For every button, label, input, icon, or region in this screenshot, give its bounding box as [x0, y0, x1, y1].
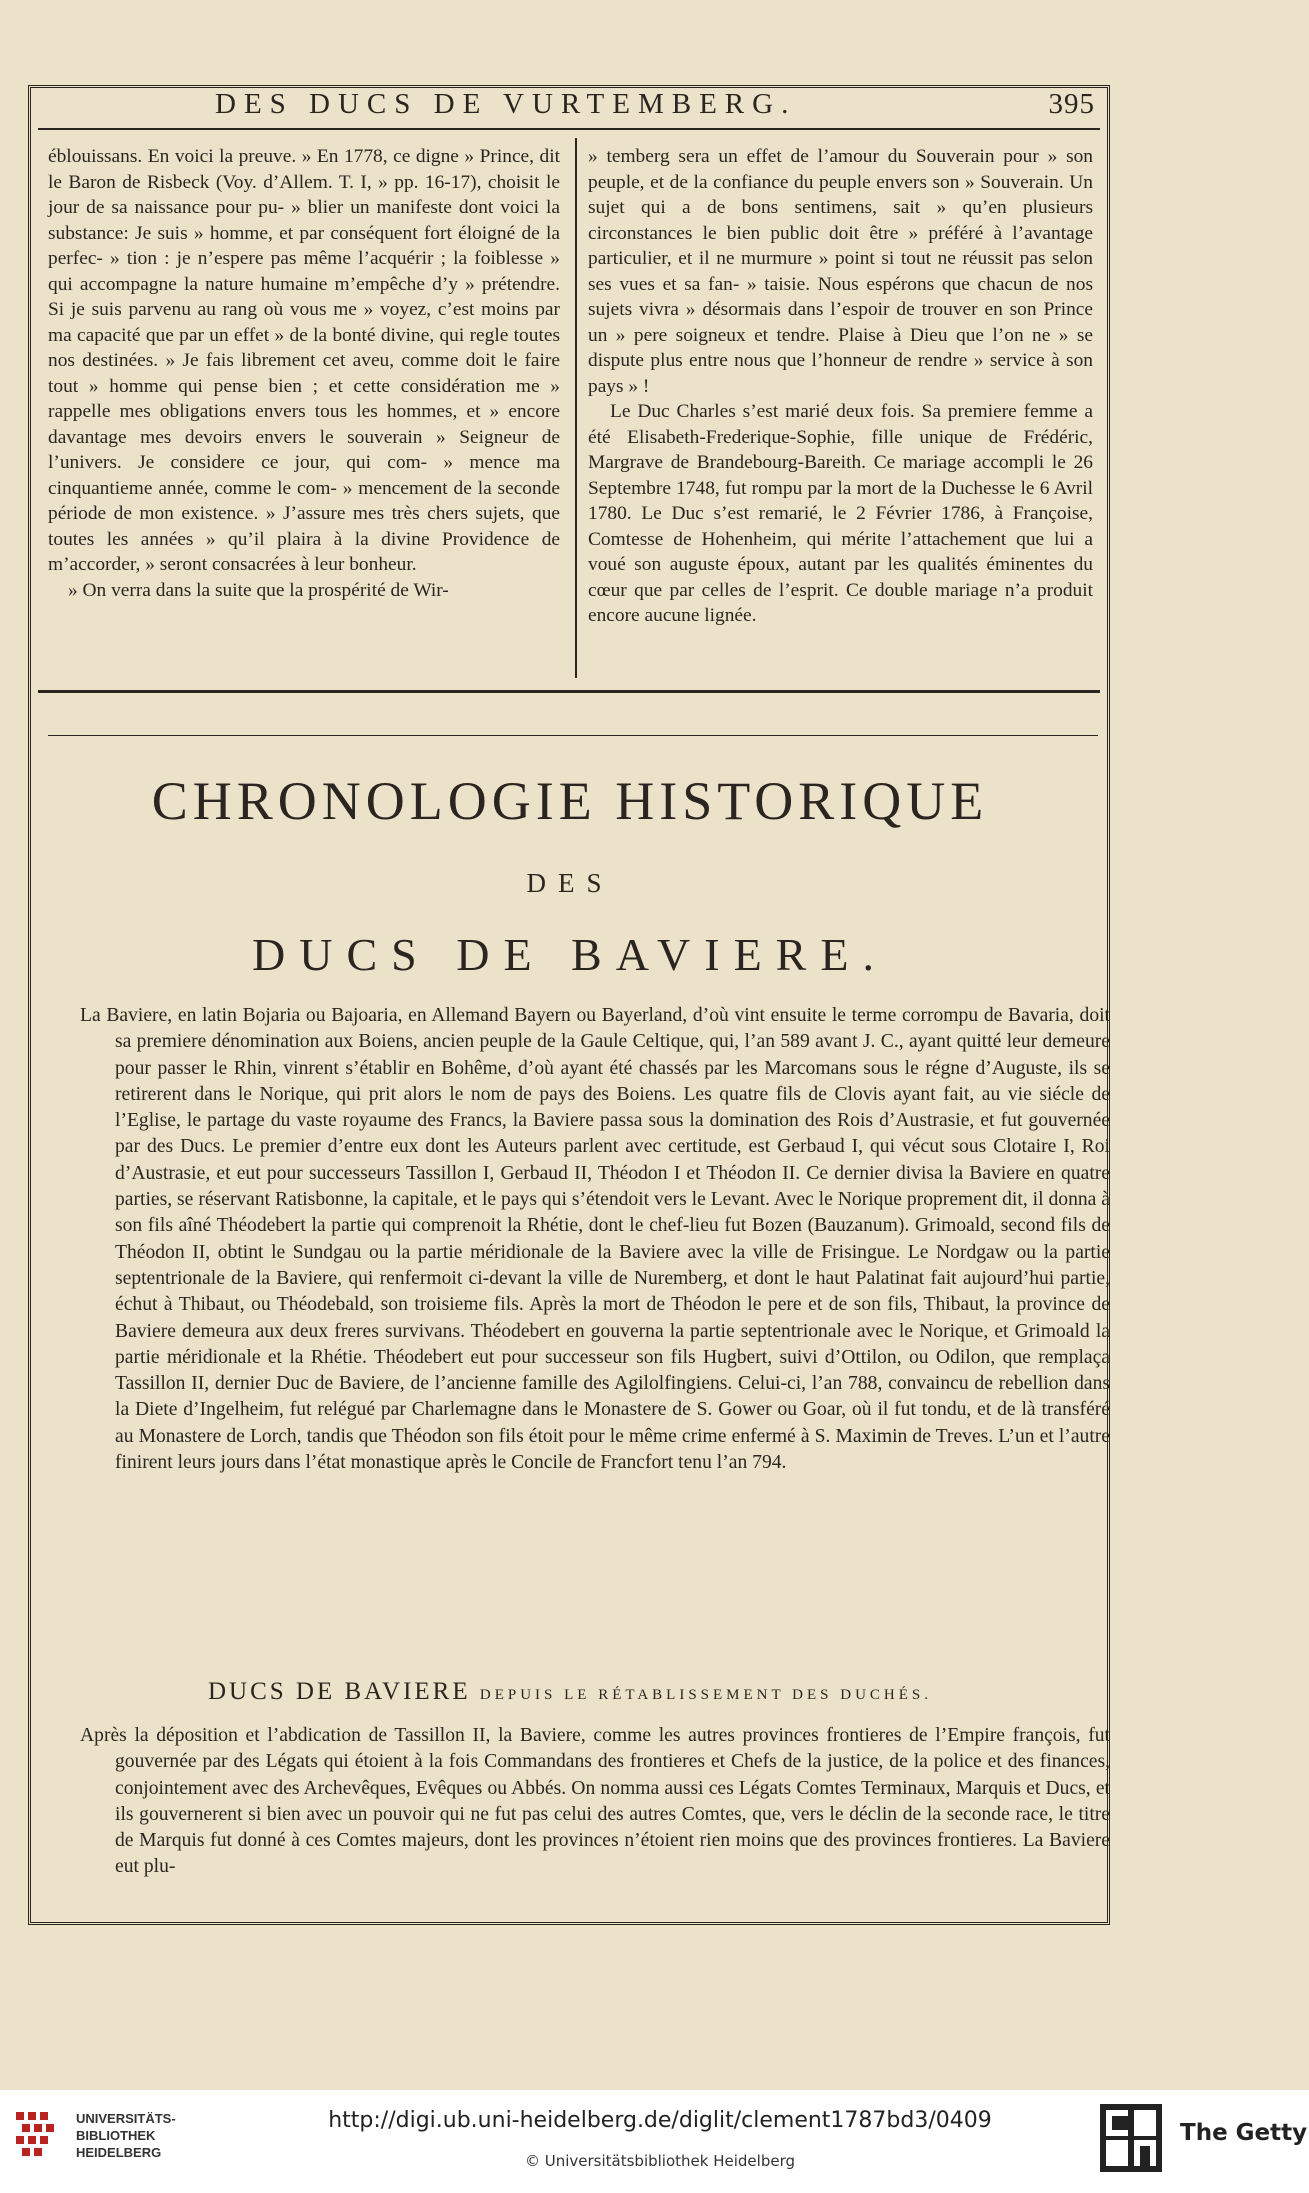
intro-paragraph: La Baviere, en latin Bojaria ou Bajoaria, en Allemand Bayern ou Bayerland, d’où vint ensuite le terme corrompu de Bavaria, doit sa premiere dénomination aux Boiens, ancien peuple de la Gaule Celtique, qui, l’an 589 avant J. C., ayant quitté leur demeure pour passer le Rhin, vinrent s’établir en Bohême, d’où ayant été chassés par les Marcomans sous le régne d’Auguste, ils se retirerent dans le Norique, qui prit alors le nom de pays des Boiens. Les quatre fils de Clovis ayant fait, au vie siécle de l’Eglise, le partage du vaste royaume des Francs, la Baviere passa sous la domination des Rois d’Austrasie, et fut gouvernée par des Ducs. Le premier d’entre eux dont les Auteurs parlent avec certitude, est Gerbaud I, qui vécut sous Clotaire I, Roi d’Austrasie, et eut pour successeurs Tassillon I, Gerbaud II, Théodon I et Théodon II. Ce dernier divisa la Baviere en quatre parties, se réservant Ratisbonne, la capitale, et le pays qui s’étendoit vers le Levant. Avec le Norique proprement dit, il donna à son fils aîné Théodebert la partie qui comprenoit la Rhétie, dont le chef-lieu fut Bozen (Bauzanum). Grimoald, second fils de Théodon II, obtint le Sundgau ou la partie méridionale de la Baviere avec la ville de Frisingue. Le Nordgaw ou la partie septentrionale de la Baviere, qui renfermoit ci-devant la ville de Nuremberg, et dont le haut Palatinat fait aujourd’hui partie, échut à Thibaut, ou Théodebald, son troisieme fils. Après la mort de Théodon le pere et de son fils, Thibaut, la province de Baviere demeura aux deux freres survivans. Théodebert en gouverna la partie septentrionale avec le Norique, et Grimoald la partie méridionale et la Rhétie. Théodebert eut pour successeur son fils Hugbert, suivi d’Ottilon, ou Odilon, que remplaça Tassillon II, dernier Duc de Baviere, de l’ancienne famille des Agilolfingiens. Celui-ci, l’an 788, convaincu de rebellion dans la Diete d’Ingelheim, fut relégué par Charlemagne dans le Monastere de S. Gower ou Goar, où il fut tondu, et de là transféré au Monastere de Lorch, tandis que Théodon son fils étoit pour le même crime enfermé à S. Maximin de Treves. L’un et l’autre finirent leurs jours dans l’état monastique après le Concile de Francfort tenu l’an 794.: [80, 1005, 1110, 1474]
right-column: [588, 144, 1093, 629]
intro-text: [80, 1003, 1110, 1476]
section-text: [80, 1723, 1110, 1881]
section-paragraph: Après la déposition et l’abdication de Tassillon II, la Baviere, comme les autres provinces frontieres de l’Empire françois, fut gouvernée par des Légats qui étoient à la fois Commandans des frontieres et Chefs de la justice, de la police et des finances, conjointement avec des Archevêques, Evêques ou Abbés. On nomma aussi ces Légats Comtes Terminaux, Marquis et Ducs, et ils gouvernerent si bien avec un pouvoir qui ne fut pas celui des autres Comtes, que, vers le déclin de la seconde race, le titre de Marquis fut donné à ces Comtes majeurs, dont les provinces n’étoient rien moins que des provinces frontieres. La Baviere eut plu-: [80, 1725, 1110, 1878]
chronology-subtitle: DUCS DE BAVIERE.: [252, 929, 888, 980]
section-heading-main: DUCS DE BAVIERE: [208, 1678, 471, 1705]
page-number: 395: [1048, 88, 1095, 120]
copyright-notice: © Universitätsbibliothek Heidelberg: [524, 2152, 795, 2170]
footer-bar: [0, 2090, 1309, 2193]
getty-logo-icon: [1100, 2104, 1162, 2172]
ub-name-line: HEIDELBERG: [76, 2145, 162, 2160]
left-column-paragraph: » On verra dans la suite que la prospérité de Wir-: [68, 579, 449, 601]
ub-name: [76, 2110, 176, 2161]
right-column-paragraph: » temberg sera un effet de l’amour du Souverain pour » son peuple, et de la confiance du peuple envers son » Souverain. Un sujet qui a de bons sentimens, sait » qu’en plusieurs circonstances le bien public doit être » préféré à l’avantage particulier, et il ne murmure » point si tout ne réussit pas selon ses vues et sa fan- » taisie. Nous espérons que chacun de nos sujets vivra » désormais dans l’espoir de trouver en son Prince un » pere soigneux et tendre. Plaise à Dieu que l’on ne » se dispute plus entre nous que l’honneur de rendre » service à son pays » !: [588, 146, 1093, 397]
running-header: [215, 88, 1095, 121]
header-rule: [38, 128, 1100, 130]
section-rule: [38, 690, 1100, 693]
source-url-link[interactable]: http://digi.ub.uni-heidelberg.de/diglit/clement1787bd3/0409: [328, 2108, 992, 2133]
chronology-des: DES: [526, 868, 614, 898]
section-heading-small: DEPUIS LE RÉTABLISSEMENT DES DUCHÉS.: [479, 1687, 932, 1703]
left-column-paragraph: éblouissans. En voici la preuve. » En 1778, ce digne » Prince, dit le Baron de Risbeck (Voy. d’Allem. T. I, » pp. 16-17), choisit le jour de sa naissance pour pu- » blier un manifeste dont voici la substance: Je suis » homme, et par conséquent fort éloigné de la perfec- » tion : je n’espere pas même l’acquérir ; la foiblesse » qui accompagne la nature humaine m’empêche d’y » prétendre. Si je suis parvenu au rang où vous me » voyez, c’est moins par ma capacité que par un effet » de la bonté divine, qui regle toutes nos destinées. » Je fais librement cet aveu, comme doit le faire tout » homme qui pense bien ; et cette considération me » rappelle mes obligations envers tous les hommes, et » encore davantage mes devoirs envers le souverain » Seigneur de l’univers. Je considere ce jour, qui com- » mence ma cinquantieme année, comme le com- » mencement de la seconde période de mon existence. » J’assure mes très chers sujets, que toutes les années » qu’il plaira à la divine Providence de m’accorder, » seront consacrées à leur bonheur.: [48, 146, 560, 575]
section-heading: [40, 1678, 1100, 1706]
column-divider: [575, 138, 577, 678]
left-column: [48, 144, 560, 603]
getty-name: The Getty: [1180, 2120, 1308, 2146]
ub-name-line: UNIVERSITÄTS-: [76, 2111, 176, 2126]
ub-name-line: BIBLIOTHEK: [76, 2128, 156, 2143]
right-column-paragraph: Le Duc Charles s’est marié deux fois. Sa premiere femme a été Elisabeth-Frederique-Sophie, fille unique de Frédéric, Margrave de Brandebourg-Bareith. Ce mariage accompli le 26 Septembre 1748, fut rompu par la mort de la Duchesse le 6 Avril 1780. Le Duc s’est remarié, le 2 Février 1786, à Françoise, Comtesse de Hohenheim, qui mérite l’attachement que lui a voué son auguste époux, autant par les qualités éminentes du cœur que par celles de l’esprit. Ce double mariage n’a produit encore aucune lignée.: [588, 401, 1093, 626]
ub-heidelberg-logo-icon: [14, 2110, 68, 2164]
running-title: DES DUCS DE VURTEMBERG.: [215, 88, 797, 120]
section-rule-thin: [48, 735, 1098, 736]
chronology-title: CHRONOLOGIE HISTORIQUE: [151, 771, 989, 831]
